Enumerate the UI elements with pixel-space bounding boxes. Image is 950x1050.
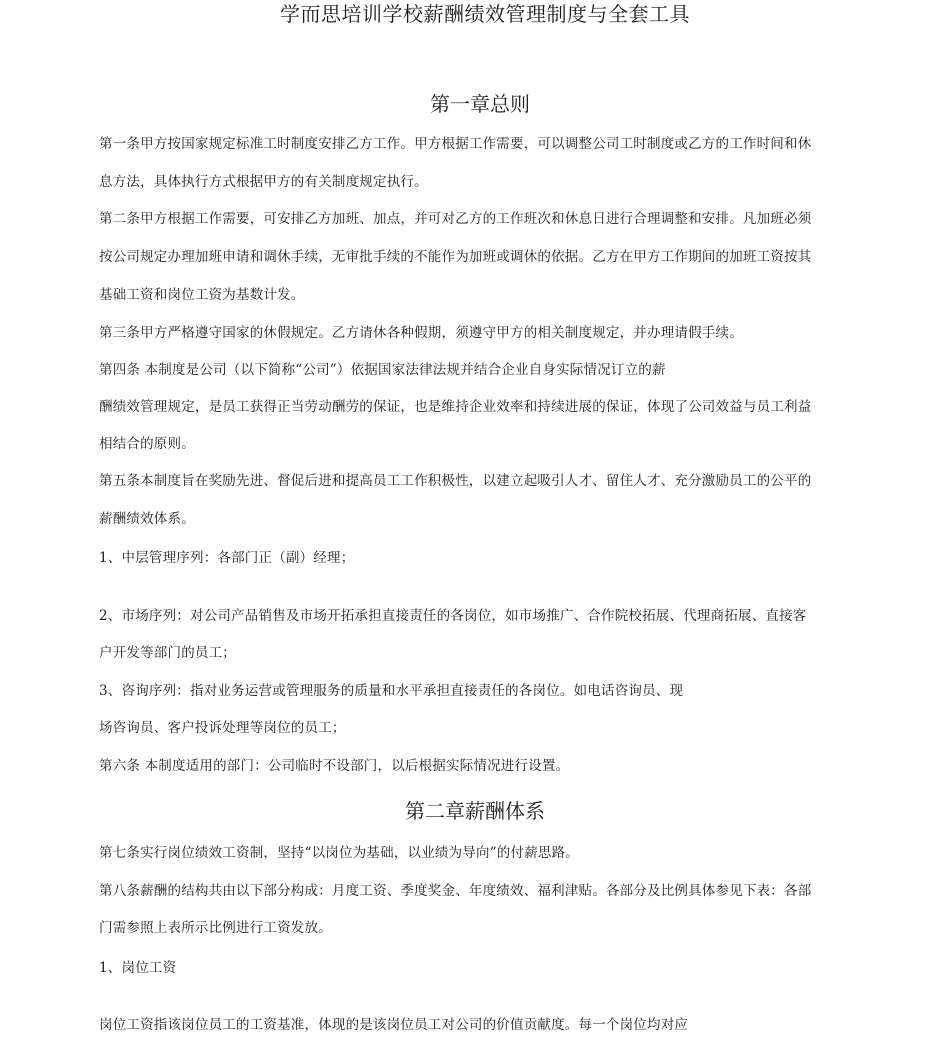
- text-line: 按公司规定办理加班申请和调休手续，无审批手续的不能作为加班或调休的依据。乙方在甲方工作期间的加班工资按其: [99, 249, 812, 265]
- text-line: 岗位工资指该岗位员工的工资基准，体现的是该岗位员工对公司的价值贡献度。每一个岗位均对应: [99, 1017, 689, 1033]
- document-title: 学而思培训学校薪酬绩效管理制度与全套工具: [280, 2, 690, 26]
- text-line: 薪酬绩效体系。: [99, 511, 195, 527]
- chapter-1-heading: 第一章总则: [430, 92, 530, 116]
- text-line: 第五条本制度旨在奖励先进、督促后进和提高员工工作积极性，以建立起吸引人才、留住人才、充分激励员工的公平的: [99, 473, 812, 489]
- text-line: 相结合的原则。: [99, 436, 195, 452]
- text-line: 酬绩效管理规定，是员工获得正当劳动酬劳的保证，也是维持企业效率和持续进展的保证，体现了公司效益与员工利益: [99, 399, 812, 415]
- text-line: 第一条甲方按国家规定标准工时制度安排乙方工作。甲方根据工作需要，可以调整公司工时制度或乙方的工作时间和休: [99, 136, 812, 152]
- text-line: 息方法，具体执行方式根据甲方的有关制度规定执行。: [99, 174, 428, 190]
- text-line: 第六条 本制度适用的部门：公司临时不设部门，以后根据实际情况进行设置。: [99, 758, 570, 774]
- list-item: 1、中层管理序列：各部门正（副）经理；: [99, 550, 355, 566]
- list-item: 3、咨询序列：指对业务运营或管理服务的质量和水平承担直接责任的各岗位。如电话咨询员、现: [99, 683, 684, 699]
- list-item: 2、市场序列：对公司产品销售及市场开拓承担直接责任的各岗位，如市场推广、合作院校拓展、代理商拓展、直接客: [99, 608, 807, 624]
- chapter-2-heading: 第二章薪酬体系: [405, 799, 545, 823]
- list-item: 1、岗位工资: [99, 960, 177, 976]
- text-line: 门需参照上表所示比例进行工资发放。: [99, 920, 332, 936]
- text-line: 第二条甲方根据工作需要，可安排乙方加班、加点，并可对乙方的工作班次和休息日进行合理调整和安排。凡加班必须: [99, 211, 812, 227]
- text-line: 第七条实行岗位绩效工资制，坚持“以岗位为基础，以业绩为导向”的付薪思路。: [99, 845, 580, 861]
- text-line: 户开发等部门的员工；: [99, 645, 236, 661]
- text-line: 第八条薪酬的结构共由以下部分构成：月度工资、季度奖金、年度绩效、福利津贴。各部分及比例具体参见下表：各部: [99, 883, 812, 899]
- text-line: 第三条甲方严格遵守国家的休假规定。乙方请休各种假期，须遵守甲方的相关制度规定，并办理请假手续。: [99, 325, 743, 341]
- text-line: 场咨询员、客户投诉处理等岗位的员工；: [99, 720, 346, 736]
- text-line: 第四条 本制度是公司（以下简称“公司”）依据国家法律法规并结合企业自身实际情况订立的薪: [99, 362, 666, 378]
- text-line: 基础工资和岗位工资为基数计发。: [99, 287, 305, 303]
